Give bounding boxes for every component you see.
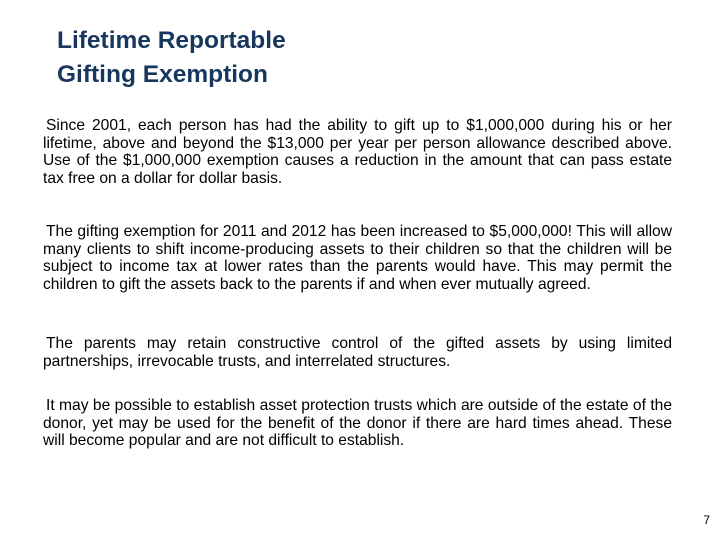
- page-number: 7: [703, 513, 710, 527]
- paragraph-asset-protection: It may be possible to establish asset protection trusts which are outside of the estate of the donor, yet may be used for the benefit of the donor if there are hard times ahead. These will become popular and are not difficult to establish.: [43, 397, 672, 449]
- paragraph-lifetime-exemption: Since 2001, each person has had the ability to gift up to $1,000,000 during his or her lifetime, above and beyond the $13,000 per year per person allowance described above. Use of the $1,000,000 exemption causes a reduction in the amount that can pass estate tax free on a dollar for dollar basis.: [43, 117, 672, 187]
- paragraph-exemption-increase: The gifting exemption for 2011 and 2012 has been increased to $5,000,000! This will allow many clients to shift income-producing assets to their children so that the children will be subject to income tax at lower rates than the parents would have. This may permit the children to gift the assets back to the parents if and when ever mutually agreed.: [43, 223, 672, 293]
- slide-title-line-1: Lifetime Reportable: [57, 27, 286, 54]
- paragraph-constructive-control: The parents may retain constructive control of the gifted assets by using limited partnerships, irrevocable trusts, and interrelated structures.: [43, 335, 672, 370]
- slide-title-line-2: Gifting Exemption: [57, 61, 268, 88]
- slide-title: [57, 24, 657, 92]
